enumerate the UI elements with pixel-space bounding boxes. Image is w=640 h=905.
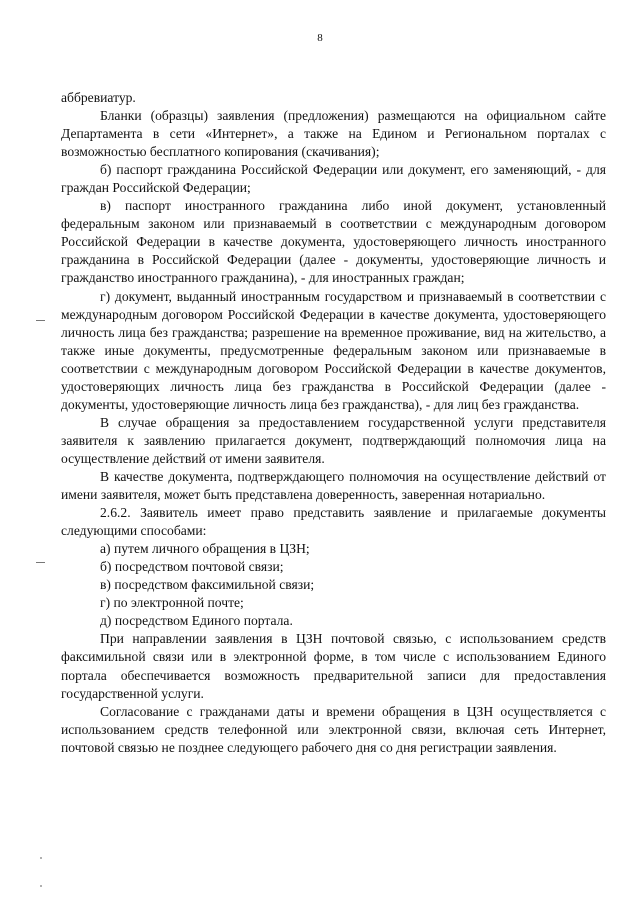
paragraph-item-v-foreign-passport: в) паспорт иностранного гражданина либо иной документ, установленный федеральным законом или признаваемый в соответствии с международным договором Российской Федерации в качестве документа, удостоверяющего личность иностранного гражданина в Российской Федерации (далее - документы, удостоверяющие личность и гражданство иностранного гражданина), - для иностранных граждан;	[61, 198, 606, 286]
paragraph-representative: В случае обращения за предоставлением государственной услуги представителя заявителя к заявлению прилагается документ, подтверждающий полномочия лица на осуществление действий от имени заявителя.	[61, 414, 606, 466]
list-item-g-email: г) по электронной почте;	[100, 595, 244, 611]
paragraph-preliminary-booking: При направлении заявления в ЦЗН почтовой связью, с использованием средств факсимильной связи или в электронной форме, в том числе с использованием Единого портала обеспечивается возможность предварительной записи для предоставления государственной услуги.	[61, 631, 606, 701]
paragraph-item-b-passport-rf: б) паспорт гражданина Российской Федерации или документ, его заменяющий, - для граждан Российской Федерации;	[61, 162, 606, 196]
page-number: 8	[317, 32, 323, 44]
paragraph-abbreviations-end: аббревиатур.	[61, 90, 136, 105]
scan-speck	[40, 885, 42, 887]
document-body	[61, 89, 606, 757]
paragraph-forms-posting: Бланки (образцы) заявления (предложения) размещаются на официальном сайте Департамента в сети «Интернет», а также на Едином и Региональном порталах с возможностью бесплатного копирования (скачивания);	[61, 108, 606, 160]
list-item-d-unified-portal: д) посредством Единого портала.	[100, 613, 293, 629]
paragraph-power-of-attorney: В качестве документа, подтверждающего полномочия на осуществление действий от имени заявителя, может быть представлена доверенность, заверенная нотариально.	[61, 468, 606, 503]
list-item-a-in-person: а) путем личного обращения в ЦЗН;	[100, 541, 310, 557]
paragraph-item-g-stateless-document: г) документ, выданный иностранным государством и признаваемый в соответствии с международным договором Российской Федерации в качестве документа, удостоверяющего личность лица без гражданства; разрешение на временное проживание, вид на жительство, а также иные документы, предусмотренные федеральным законом или признаваемые в соответствии с международным договором Российской Федерации в качестве документов, удостоверяющих личность лица без гражданства в Российской Федерации (далее - документы, удостоверяющие личность лица без гражданства), - для лиц без гражданства.	[61, 288, 606, 412]
list-item-v-fax: в) посредством факсимильной связи;	[100, 577, 315, 593]
scan-speck	[40, 857, 42, 859]
margin-dash-mark	[36, 320, 45, 321]
list-item-b-postal: б) посредством почтовой связи;	[100, 559, 284, 575]
paragraph-date-agreement: Согласование с гражданами даты и времени обращения в ЦЗН осуществляется с использованием средств телефонной или электронной связи, включая сеть Интернет, почтовой связью не позднее следующего рабочего дня со дня регистрации заявления.	[61, 703, 606, 755]
paragraph-section-2-6-2: 2.6.2. Заявитель имеет право представить заявление и прилагаемые документы следующими способами:	[61, 505, 606, 539]
margin-dash-mark	[36, 562, 45, 563]
